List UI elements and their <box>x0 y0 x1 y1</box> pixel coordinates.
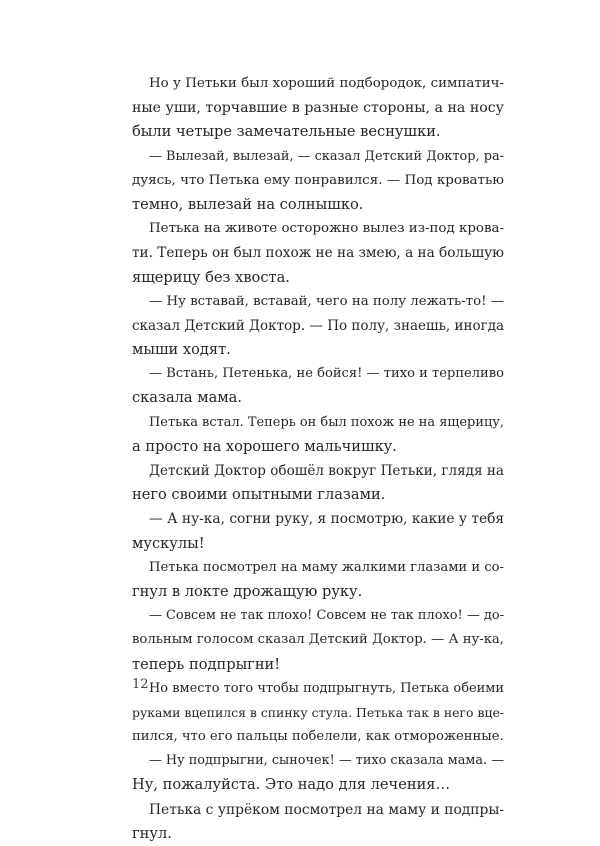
text-line: руками вцепился в спинку стула. Петька так в него вце- <box>132 704 504 720</box>
text-line: — Совсем не так плохо! Совсем не так плохо! — до- <box>149 608 504 624</box>
text-line: дуясь, что Петька ему понравился. — Под кроватью <box>132 172 504 188</box>
text-line: ные уши, торчавшие в разные стороны, а на носу <box>132 100 504 117</box>
text-line: — А ну-ка, согни руку, я посмотрю, какие у тебя <box>149 511 505 528</box>
text-line: Петька на животе осторожно вылез из-под крова- <box>149 221 504 237</box>
text-line: Ну, пожалуйста. Это надо для лечения… <box>132 776 451 794</box>
text-line: Детский Доктор обошёл вокруг Петьки, глядя на <box>149 463 504 479</box>
text-line: Петька встал. Теперь он был похож не на ящерицу, <box>149 414 504 430</box>
text-line: Петька с упрёком посмотрел на маму и подпры- <box>149 801 504 818</box>
text-line: Но вместо того чтобы подпрыгнуть, Петька обеими <box>149 680 504 696</box>
text-line: — Вылезай, вылезай, — сказал Детский Доктор, ра- <box>149 148 504 164</box>
text-line: сказала мама. <box>132 389 243 407</box>
text-line: Но у Петьки был хороший подбородок, симпатич- <box>149 76 504 91</box>
text-line: — Ну вставай, вставай, чего на полу лежать-то! — <box>149 293 504 309</box>
text-line: ти. Теперь он был похож не на змею, а на большую <box>132 245 504 262</box>
text-line: — Встань, Петенька, не бойся! — тихо и терпеливо <box>149 366 504 382</box>
text-line: а просто на хорошего мальчишку. <box>132 437 397 455</box>
text-line: гнул. <box>132 824 172 842</box>
text-line: Петька посмотрел на маму жалкими глазами и со- <box>149 559 504 575</box>
body-text <box>132 72 504 846</box>
text-line: ящерицу без хвоста. <box>132 268 290 286</box>
text-line: мыши ходят. <box>132 341 231 359</box>
page-number: 12 <box>132 677 149 692</box>
text-line: темно, вылезай на солнышко. <box>132 195 364 213</box>
text-line: гнул в локте дрожащую руку. <box>132 582 363 600</box>
text-line: вольным голосом сказал Детский Доктор. — А ну-ка, <box>132 632 504 648</box>
text-line: — Ну подпрыгни, сыночек! — тихо сказала мама. — <box>149 753 505 769</box>
text-line: него своими опытными глазами. <box>132 486 386 504</box>
text-line: мускулы! <box>132 534 205 552</box>
text-line: сказал Детский Доктор. — По полу, знаешь, иногда <box>132 317 505 334</box>
text-line: были четыре замечательные веснушки. <box>132 123 441 141</box>
text-line: пился, что его пальцы побелели, как отмороженные. <box>132 729 504 745</box>
text-line: теперь подпрыгни! <box>132 655 281 673</box>
